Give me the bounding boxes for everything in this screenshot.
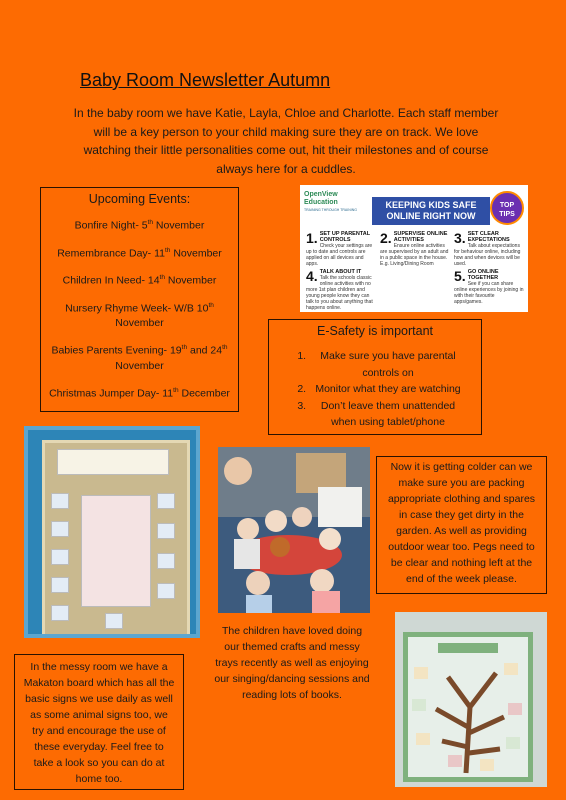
- tree-drawing: [408, 637, 528, 777]
- top-tips-badge: TOP TIPS: [490, 191, 524, 225]
- esafety-item: 2. Monitor what they are watching: [309, 381, 467, 398]
- poster-banner: KEEPING KIDS SAFE ONLINE RIGHT NOW: [372, 197, 490, 225]
- makaton-board-photo: [24, 426, 200, 638]
- children-at-tray-image: [218, 447, 370, 613]
- logo-line-1: OpenView: [304, 191, 338, 198]
- tip-body: See if you can share online experiences by joining in with their favourite apps/games.: [454, 281, 524, 305]
- newsletter-title: Baby Room Newsletter Autumn: [80, 70, 331, 90]
- messy-room-box: In the messy room we have a Makaton board which has all the basic signs we use daily as well as some animal signs too, we try and encourage the use of these everyday. Feel free to take a look so you can do at home too.: [14, 654, 184, 790]
- logo-line-2: Education: [304, 199, 338, 206]
- online-safety-poster: [300, 185, 528, 312]
- esafety-heading: E-Safety is important: [316, 324, 433, 338]
- tip-body: Check your settings are up to date and controls are applied on all devices and apps.: [306, 243, 373, 267]
- makaton-board: [42, 440, 190, 638]
- event-item: Remembrance Day- 11th November: [57, 246, 222, 259]
- tip-body: Talk about expectations for behaviour online, including how and when devices will be used.: [454, 243, 521, 267]
- tip-title: TALK ABOUT IT: [319, 269, 362, 275]
- logo-line-3: TRAINING THROUGH TRAINING: [304, 208, 357, 212]
- esafety-item: 1. Make sure you have parental controls on: [309, 348, 467, 381]
- tip-number: 3.: [454, 230, 466, 246]
- event-item: Bonfire Night- 5th November: [74, 219, 205, 232]
- tip-number: 2.: [380, 230, 392, 246]
- event-item: Christmas Jumper Day- 11th December: [49, 386, 230, 399]
- esafety-list: [269, 348, 481, 431]
- upcoming-events-box: [40, 187, 239, 412]
- poster-tip: [306, 269, 376, 311]
- poster-tip: [454, 269, 524, 305]
- esafety-item: 3. Don’t leave them unattended when using tablet/phone: [309, 398, 467, 431]
- tip-body: Talk the schools classic online activities with no more 1st plan children and young people know they can talk to you about anything that happens online.: [306, 275, 373, 311]
- display-board-photo: [395, 612, 547, 787]
- children-activities-box: The children have loved doing our themed crafts and messy trays recently as well as enjoying our singing/dancing sessions and reading lots of books.: [214, 625, 370, 701]
- tree-display: [403, 632, 533, 782]
- poster-tip: [454, 231, 524, 267]
- intro-paragraph: In the baby room we have Katie, Layla, Chloe and Charlotte. Each staff member will be a key person to your child making sure they are on track. We love watching their little personalities come out, hit their milestones and of course always here for a cuddles.: [73, 106, 499, 176]
- children-activity-photo: [218, 447, 370, 613]
- event-item: Nursery Rhyme Week- W/B 10th November: [65, 301, 214, 329]
- events-list: [41, 215, 238, 401]
- tip-title: SET UP PARENTAL CONTROLS: [319, 231, 371, 243]
- tip-number: 4.: [306, 268, 318, 284]
- event-item: Babies Parents Evening- 19th and 24th November: [51, 344, 228, 372]
- tip-number: 1.: [306, 230, 318, 246]
- tip-body: Ensure online activities are supervised by an adult and in a public space in the house. E.g. Living/Dining Room: [380, 243, 449, 267]
- tip-title: GO ONLINE TOGETHER: [467, 269, 499, 281]
- poster-tip: [306, 231, 376, 267]
- openview-logo: [304, 191, 374, 214]
- poster-tip: [380, 231, 450, 267]
- colder-weather-box: Now it is getting colder can we make sure you are packing appropriate clothing and spares in case they get dirty in the garden. As well as providing outdoor wear too. Pegs need to be clear and nothing left at the end of the week please.: [376, 456, 547, 594]
- events-heading: Upcoming Events:: [88, 192, 191, 206]
- tip-number: 5.: [454, 268, 466, 284]
- esafety-box: [268, 319, 482, 435]
- event-item: Children In Need- 14th November: [62, 274, 217, 287]
- tip-title: SET CLEAR EXPECTATIONS: [467, 231, 510, 243]
- tip-title: SUPERVISE ONLINE ACTIVITIES: [393, 231, 448, 243]
